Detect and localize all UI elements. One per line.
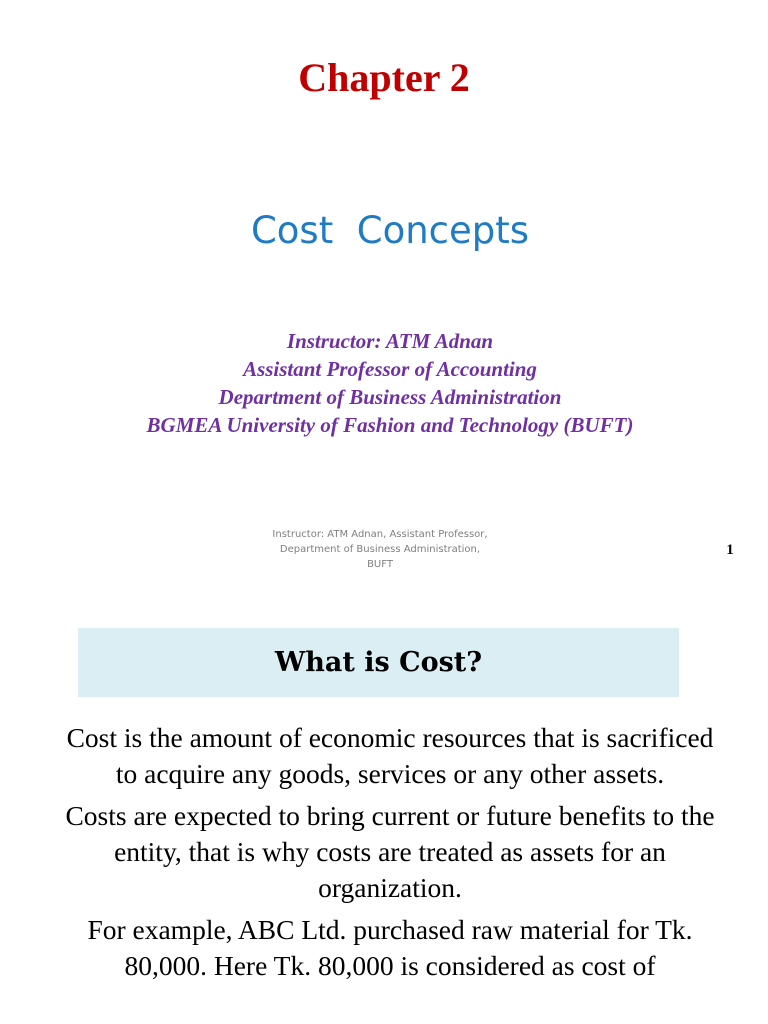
slide-footer bbox=[250, 527, 510, 572]
section-heading: What is Cost? bbox=[274, 647, 483, 678]
heading-banner bbox=[78, 628, 679, 697]
page-number: 1 bbox=[726, 542, 734, 558]
instructor-name: Instructor: ATM Adnan bbox=[286, 329, 494, 353]
slide-title: Cost Concepts bbox=[250, 209, 530, 252]
instructor-block bbox=[0, 327, 768, 439]
slide-2-body bbox=[60, 720, 720, 990]
footer-line: Department of Business Administration, bbox=[279, 544, 481, 555]
footer-line: Instructor: ATM Adnan, Assistant Professor, bbox=[272, 529, 488, 540]
instructor-university: BGMEA University of Fashion and Technology (BUFT) bbox=[146, 413, 634, 437]
instructor-position: Assistant Professor of Accounting bbox=[243, 357, 537, 381]
paragraph-example: For example, ABC Ltd. purchased raw material for Tk. 80,000. Here Tk. 80,000 is considered as cost of bbox=[87, 914, 693, 981]
paragraph-definition: Cost is the amount of economic resources that is sacrificed to acquire any goods, services or any other assets. bbox=[66, 722, 714, 789]
chapter-title: Chapter 2 bbox=[298, 55, 470, 100]
paragraph-benefits: Costs are expected to bring current or future benefits to the entity, that is why costs are treated as assets for an organization. bbox=[65, 800, 715, 903]
instructor-department: Department of Business Administration bbox=[218, 385, 562, 409]
footer-line: BUFT bbox=[367, 559, 393, 570]
